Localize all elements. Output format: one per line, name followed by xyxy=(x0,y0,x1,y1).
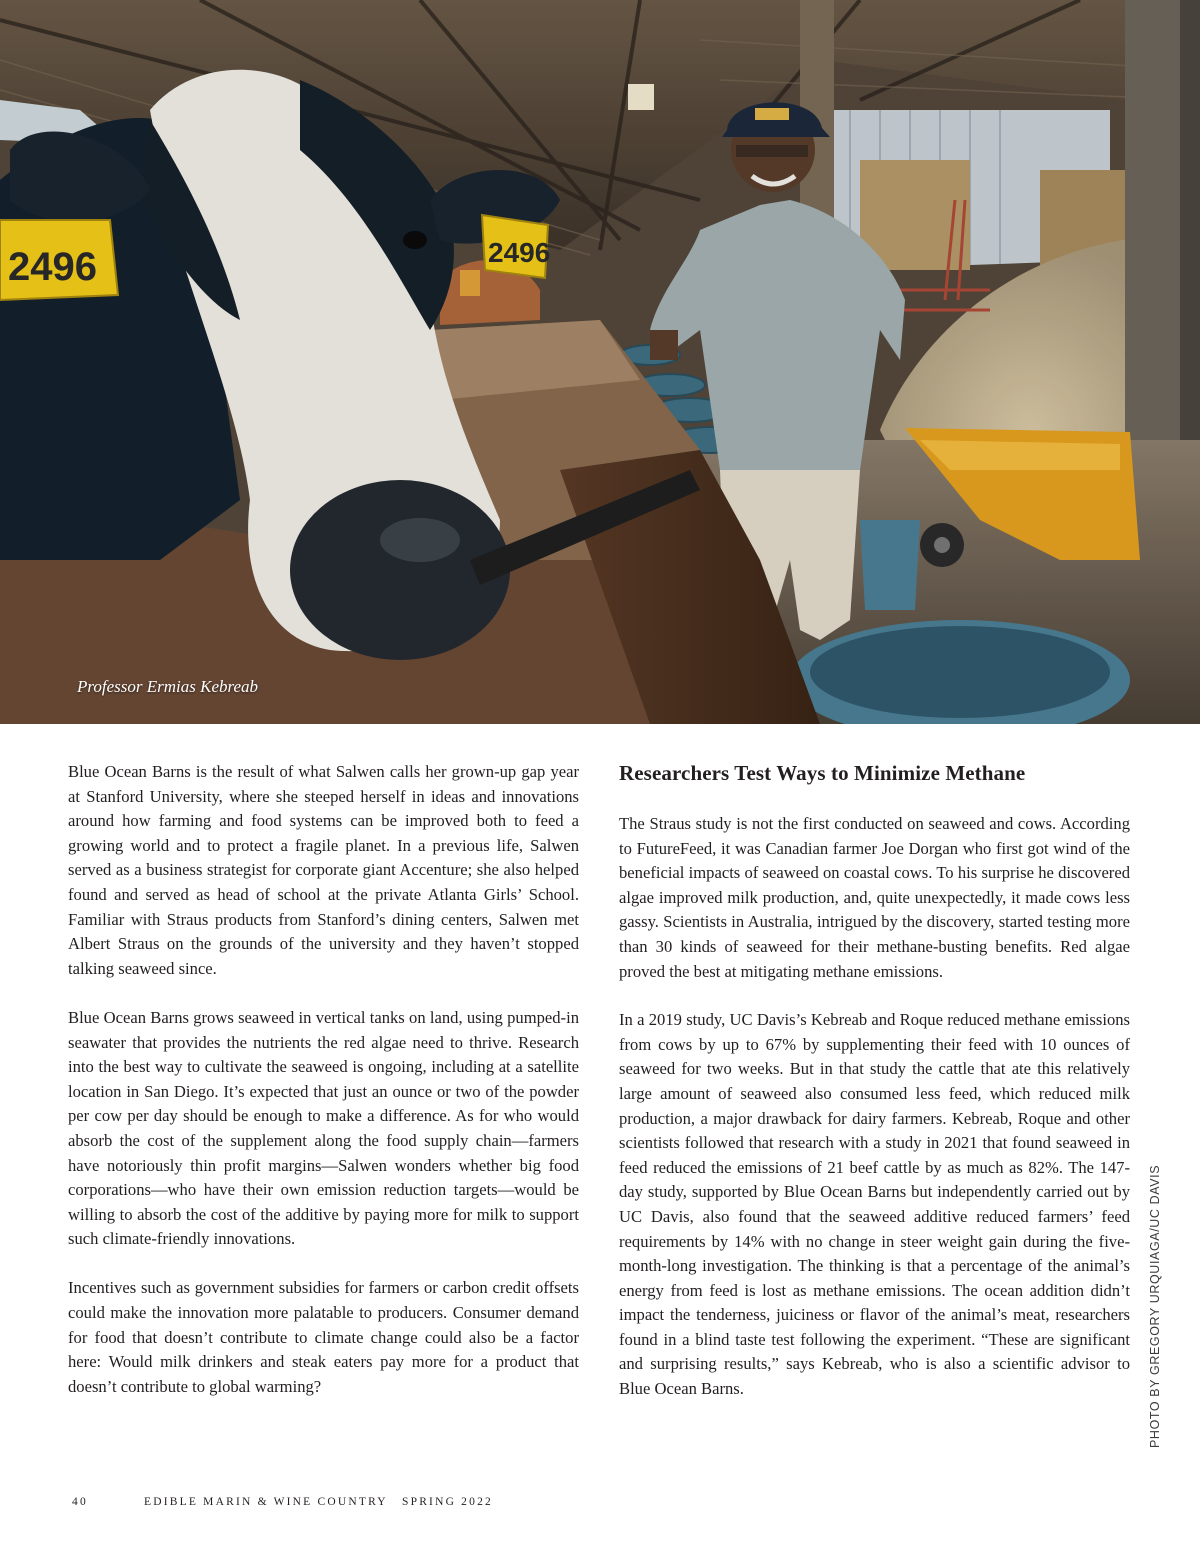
barn-scene-illustration xyxy=(0,0,1200,724)
hero-photo xyxy=(0,0,1200,724)
issue-date: SPRING 2022 xyxy=(402,1496,493,1508)
ear-tag-right-number: 2496 xyxy=(488,237,551,268)
section-heading: Researchers Test Ways to Minimize Methane xyxy=(619,761,1026,785)
page-number: 40 xyxy=(72,1496,88,1508)
body-paragraph: Incentives such as government subsidies for farmers or carbon credit offsets could make the innovation more palatable to producers. Consumer demand for food that doesn’t contribute to climate change could also be a factor here: Would milk drinkers and steak eaters pay more for a product that doesn’t contribute to global warming? xyxy=(68,1278,579,1396)
body-paragraph: The Straus study is not the first conducted on seaweed and cows. According to FutureFeed, it was Canadian farmer Joe Dorgan who first got wind of the beneficial impacts of seaweed on coastal cows. To his surprise he discovered algae improved milk production, and, quite unexpectedly, it made cows less gassy. Scientists in Australia, intrigued by the discovery, started testing more than 30 kinds of seaweed for their methane-busting benefits. Red algae proved the best at mitigating methane emissions. xyxy=(619,814,1130,981)
ear-tag-left-number: 2496 xyxy=(8,245,97,289)
right-column xyxy=(619,760,1130,1402)
publication-name: EDIBLE MARIN & WINE COUNTRY xyxy=(144,1496,388,1508)
photo-caption: Professor Ermias Kebreab xyxy=(77,677,259,696)
body-paragraph: In a 2019 study, UC Davis’s Kebreab and Roque reduced methane emissions from cows by up to 67% by supplementing their feed with 10 ounces of seaweed for two weeks. But in that study the cattle that ate this relatively large amount of seaweed also consumed less feed, which reduced milk production, a major drawback for dairy farmers. Kebreab, Roque and other scientists followed that research with a study in 2021 that found seaweed in feed reduced the emissions of 21 beef cattle by as much as 82%. The 147-day study, supported by Blue Ocean Barns but independently carried out by UC Davis, also found that the seaweed additive reduced farmers’ feed requirements by 14% with no change in steer weight gain during the five-month-long investigation. The thinking is that a percentage of the animal’s energy from feed is lost as methane emissions. The ocean addition didn’t impact the tenderness, juiciness or flavor of the animal’s meat, researchers found in a blind taste test following the experiment. “These are significant and surprising results,” says Kebreab, who is also a scientific advisor to Blue Ocean Barns. xyxy=(619,1010,1130,1399)
body-paragraph: Blue Ocean Barns grows seaweed in vertical tanks on land, using pumped-in seawater that provides the nutrients the red algae need to thrive. Research into the best way to cultivate the seaweed is ongoing, including at a satellite location in San Diego. It’s expected that just an ounce or two of the powder per cow per day should be enough to make a difference. As for who would absorb the cost of the supplement along the food supply chain—farmers have notoriously thin profit margins—Salwen wonders whether big food corporations—who have their own emission reduction targets—would be willing to absorb the cost of the additive by paying more for milk to support such climate-friendly innovations. xyxy=(68,1007,579,1249)
body-paragraph: Blue Ocean Barns is the result of what Salwen calls her grown-up gap year at Stanford University, where she steeped herself in ideas and innovations around how farming and food systems can be improved both to feed a growing world and to protect a fragile planet. In a previous life, Salwen served as a business strategist for corporate giant Accenture; she also helped found and served as head of school at the private Atlanta Girls’ School. Familiar with Straus products from Stanford’s dining centers, Salwen met Albert Straus on the grounds of the university and they haven’t stopped talking seaweed since. xyxy=(68,762,579,978)
photo-credit: PHOTO BY GREGORY URQUIAGA/UC DAVIS xyxy=(1148,1164,1162,1448)
left-column xyxy=(68,760,579,1399)
